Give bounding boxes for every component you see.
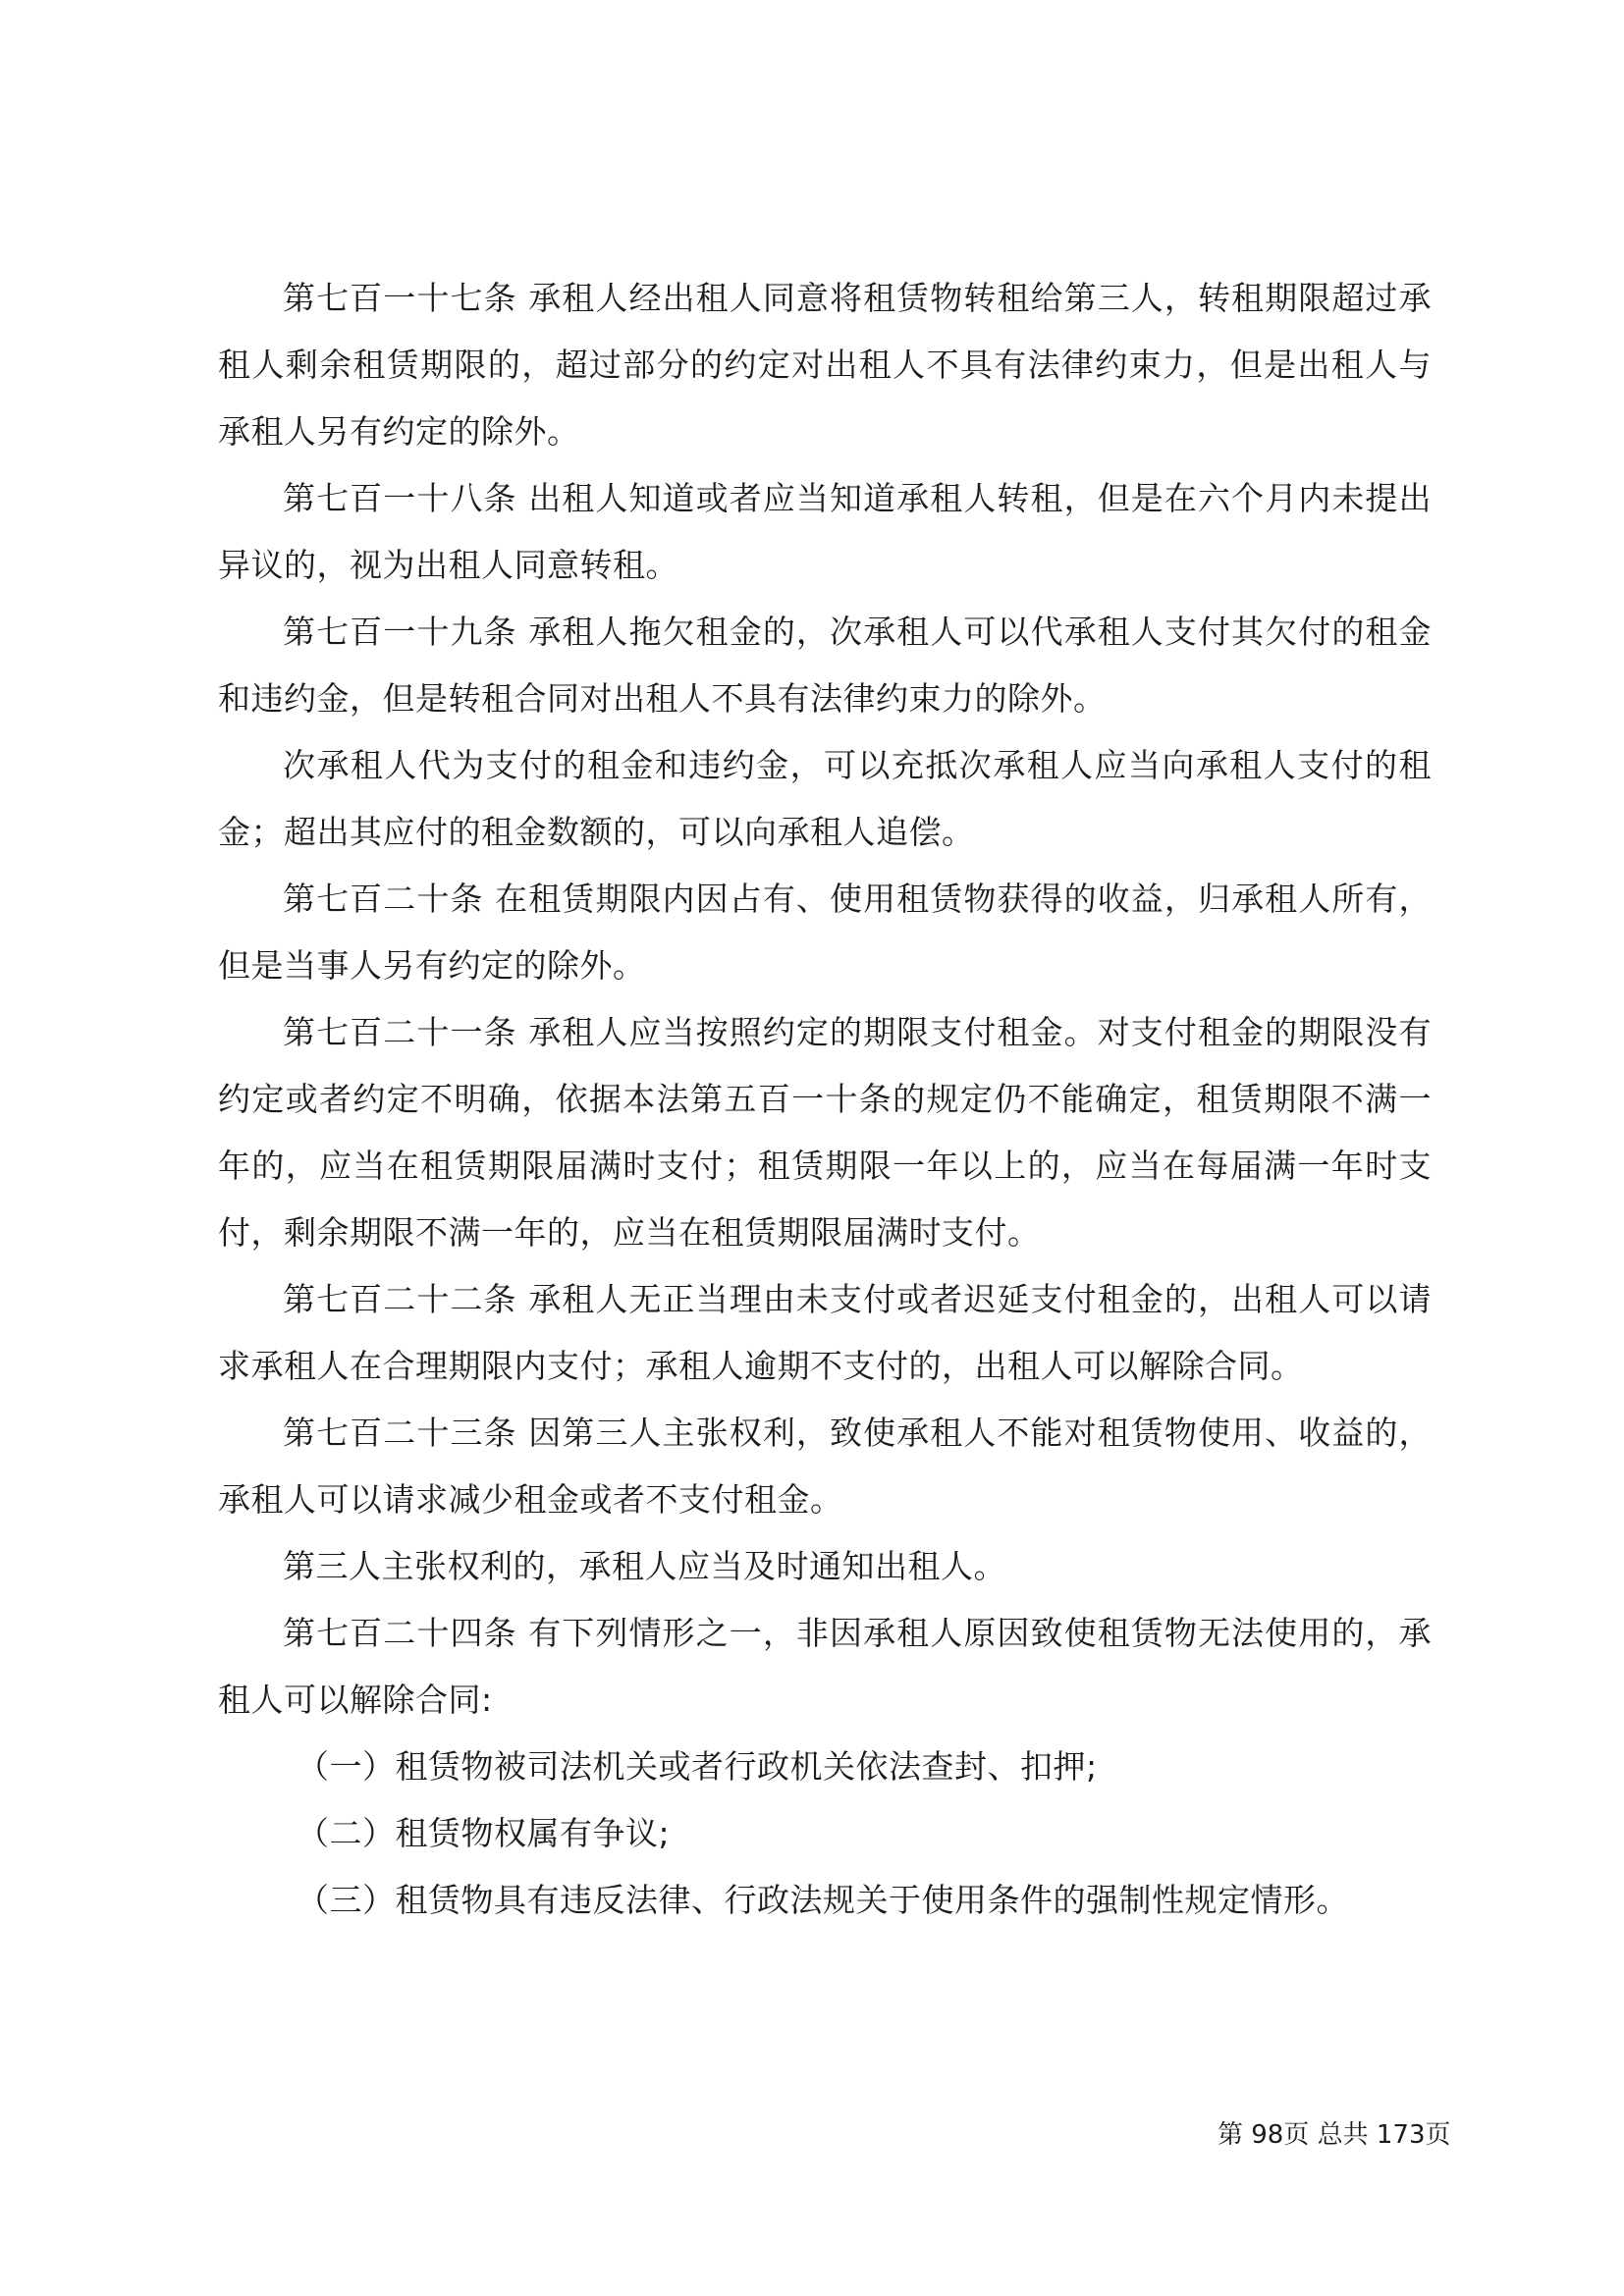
- article-719: 第七百一十九条 承租人拖欠租金的，次承租人可以代承租人支付其欠付的租金和违约金，但是转租合同对出租人不具有法律约束力的除外。: [218, 613, 1432, 718]
- article-724-item-3: （三）租赁物具有违反法律、行政法规关于使用条件的强制性规定情形。: [297, 1881, 1349, 1919]
- article-724: 第七百二十四条 有下列情形之一，非因承租人原因致使租赁物无法使用的，承租人可以解除合同:: [218, 1614, 1432, 1719]
- article-719-paragraph-2: 次承租人代为支付的租金和违约金，可以充抵次承租人应当向承租人支付的租金；超出其应付的租金数额的，可以向承租人追偿。: [218, 746, 1432, 851]
- page-number-footer: 第 98页 总共 173页: [1218, 2120, 1451, 2150]
- article-720: 第七百二十条 在租赁期限内因占有、使用租赁物获得的收益，归承租人所有，但是当事人另有约定的除外。: [218, 880, 1432, 985]
- article-724-item-2: （二）租赁物权属有争议;: [297, 1814, 671, 1852]
- article-723: 第七百二十三条 因第三人主张权利，致使承租人不能对租赁物使用、收益的，承租人可以请求减少租金或者不支付租金。: [218, 1414, 1432, 1519]
- article-718: 第七百一十八条 出租人知道或者应当知道承租人转租，但是在六个月内未提出异议的，视为出租人同意转租。: [218, 479, 1432, 584]
- document-body: [218, 265, 1432, 1934]
- article-723-paragraph-2: 第三人主张权利的，承租人应当及时通知出租人。: [283, 1547, 1006, 1585]
- article-717: 第七百一十七条 承租人经出租人同意将租赁物转租给第三人，转租期限超过承租人剩余租赁期限的，超过部分的约定对出租人不具有法律约束力，但是出租人与承租人另有约定的除外。: [218, 279, 1432, 451]
- article-721: 第七百二十一条 承租人应当按照约定的期限支付租金。对支付租金的期限没有约定或者约定不明确，依据本法第五百一十条的规定仍不能确定，租赁期限不满一年的，应当在租赁期限届满时支付；租赁期限一年以上的，应当在每届满一年时支付，剩余期限不满一年的，应当在租赁期限届满时支付。: [218, 1013, 1432, 1252]
- article-724-item-1: （一）租赁物被司法机关或者行政机关依法查封、扣押;: [297, 1747, 1098, 1786]
- article-722: 第七百二十二条 承租人无正当理由未支付或者迟延支付租金的，出租人可以请求承租人在合理期限内支付；承租人逾期不支付的，出租人可以解除合同。: [218, 1280, 1432, 1385]
